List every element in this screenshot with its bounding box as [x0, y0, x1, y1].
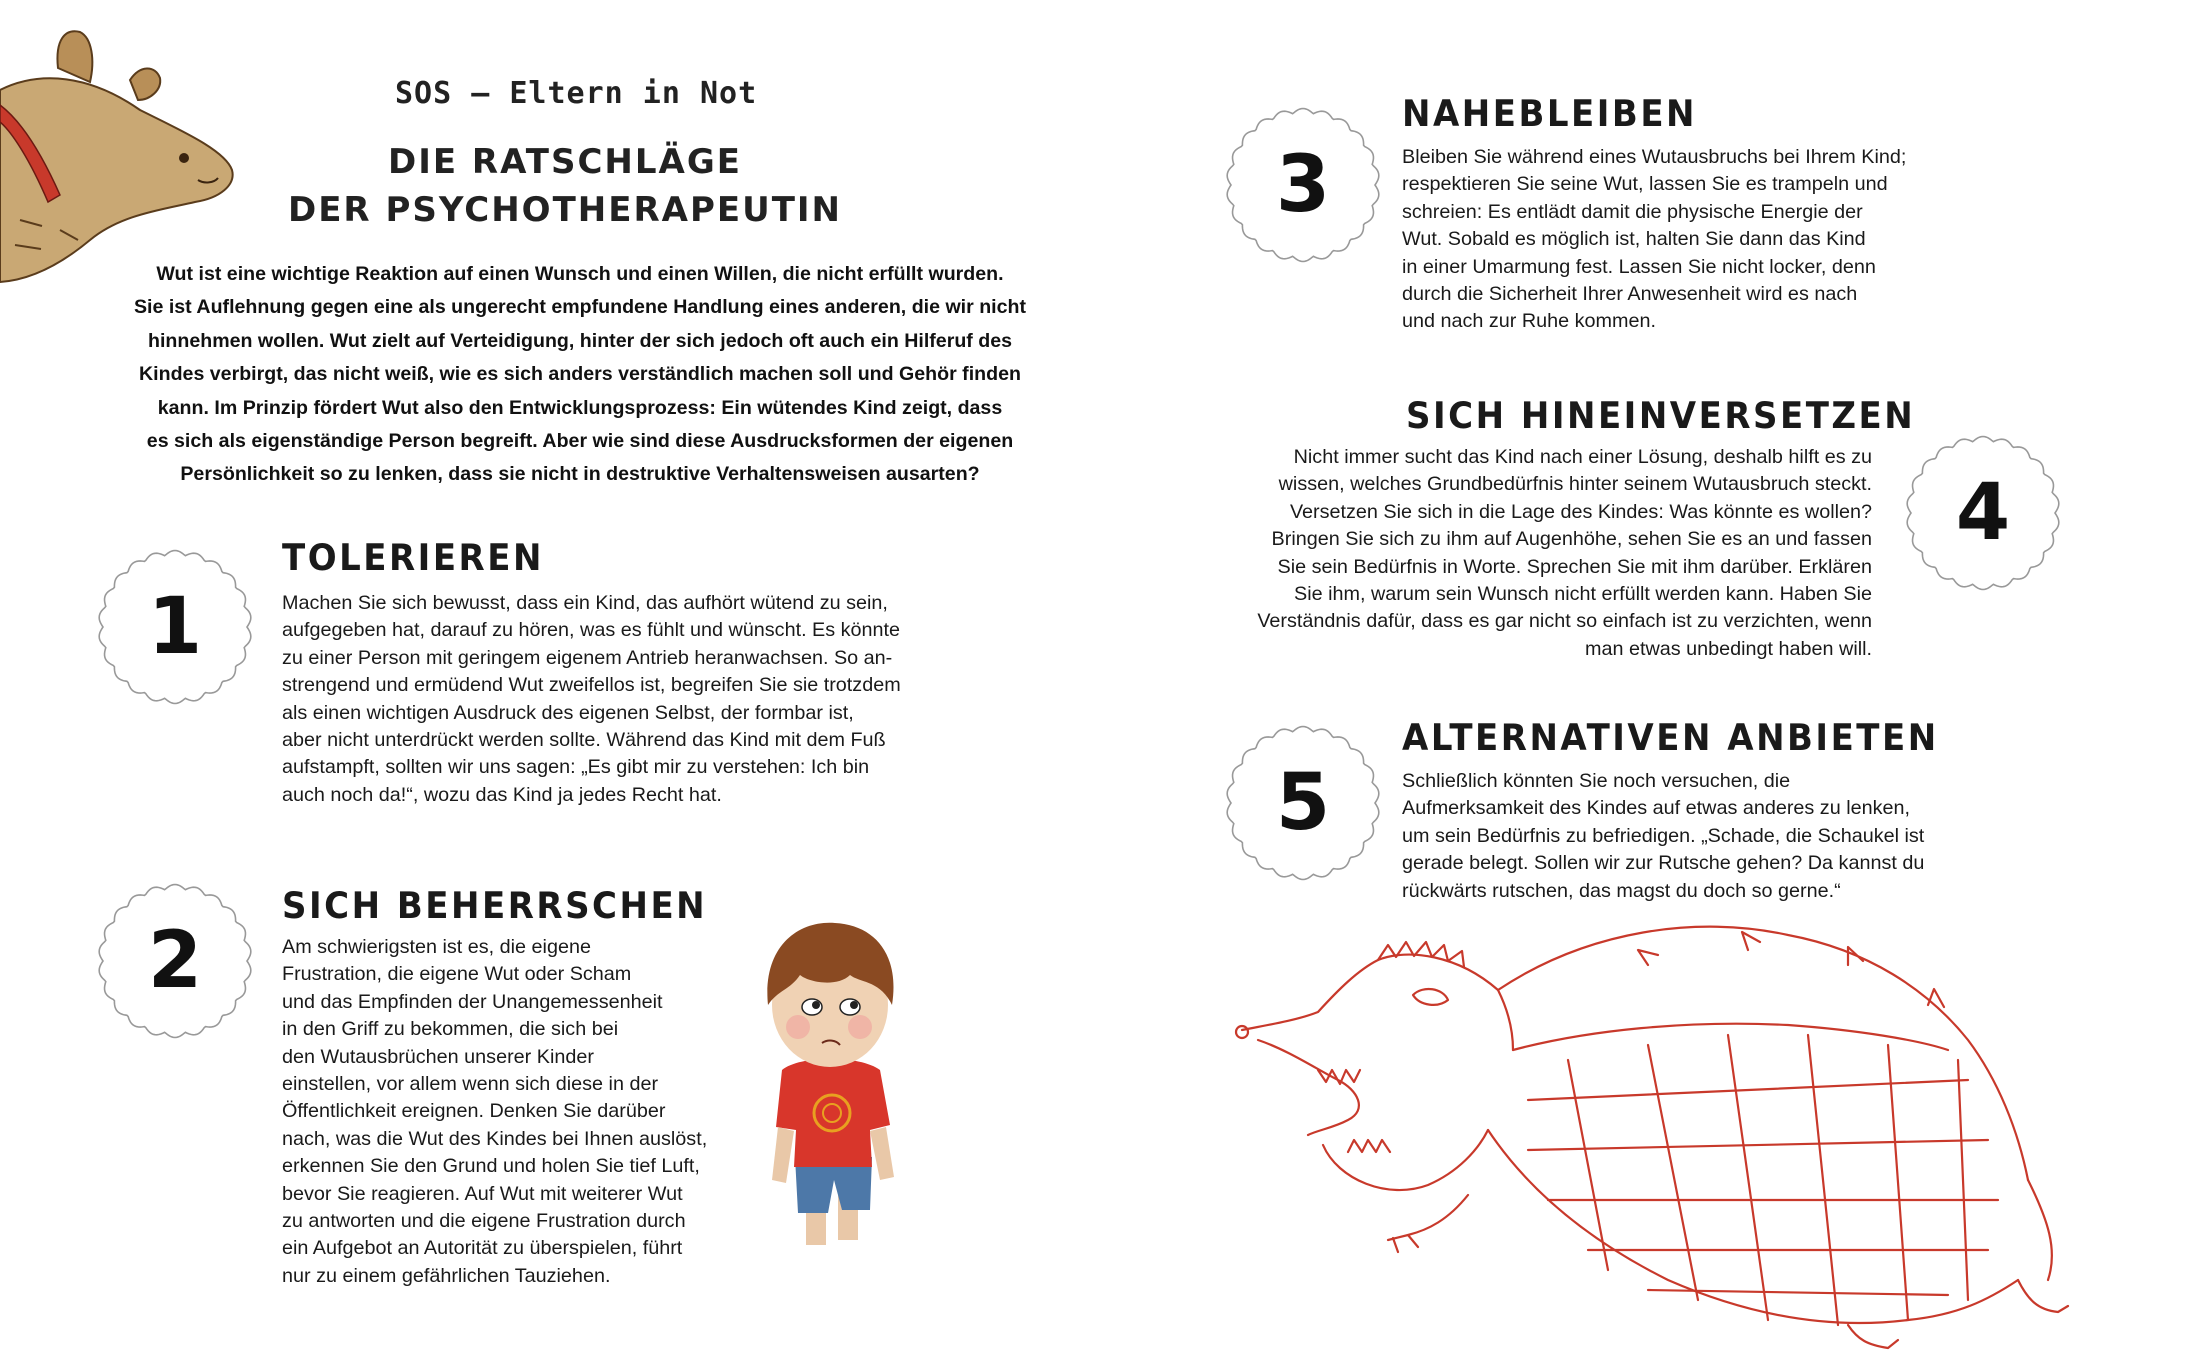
body-line: man etwas unbedingt haben will. — [1584, 637, 1872, 660]
body-line: zu einer Person mit geringem eigenem Antrieb heranwachsen. So an- — [282, 646, 893, 669]
badge-number: 3 — [1275, 140, 1331, 230]
section-body-tolerieren — [282, 590, 901, 809]
section-body-nahebleiben — [1402, 144, 1906, 336]
body-line: gerade belegt. Sollen wir zur Rutsche gehen? Da kannst du — [1402, 852, 1925, 875]
body-line: um sein Bedürfnis zu befriedigen. „Schade, die Schaukel ist — [1402, 824, 1925, 847]
body-line: Am schwierigsten ist es, die eigene — [282, 936, 591, 958]
number-badge-1 — [90, 542, 260, 712]
number-badge-5 — [1218, 718, 1388, 888]
body-line: Sie sein Bedürfnis in Worte. Sprechen Sie mit ihm darüber. Erklären — [1277, 555, 1872, 578]
badge-number: 1 — [147, 582, 203, 672]
body-line: in den Griff zu bekommen, die sich bei — [282, 1018, 619, 1041]
section-heading-tolerieren: TOLERIEREN — [282, 536, 544, 580]
section-heading-alternativen-anbieten: ALTERNATIVEN ANBIETEN — [1402, 716, 1939, 760]
body-line: durch die Sicherheit Ihrer Anwesenheit wird es nach — [1402, 283, 1858, 306]
number-badge-3 — [1218, 100, 1388, 270]
badge-number: 4 — [1955, 468, 2011, 558]
section-body-sich-hineinversetzen — [1257, 444, 1872, 663]
body-line: Versetzen Sie sich in die Lage des Kindes: Was könnte es wollen? — [1289, 500, 1872, 523]
dog-illustration — [0, 20, 240, 290]
body-line: respektieren Sie seine Wut, lassen Sie es trampeln und — [1402, 173, 1888, 196]
intro-line: hinnehmen wollen. Wut zielt auf Verteidigung, hinter der sich jedoch oft auch ein Hilferuf des — [147, 329, 1013, 352]
body-line: bevor Sie reagieren. Auf Wut mit weiterer Wut — [282, 1182, 683, 1205]
number-badge-2 — [90, 876, 260, 1046]
page-title-line-2: DER PSYCHOTHERAPEUTIN — [287, 190, 842, 230]
body-line: Frustration, die eigene Wut oder Scham — [282, 963, 632, 986]
intro-line: Kindes verbirgt, das nicht weiß, wie es sich anders verständlich machen soll und Gehör finden — [139, 363, 1021, 386]
body-line: in einer Umarmung fest. Lassen Sie nicht locker, denn — [1402, 255, 1876, 278]
body-line: aufstampft, sollten wir uns sagen: „Es gibt mir zu verstehen: Ich bin — [282, 756, 870, 779]
body-line: strengend und ermüdend Wut zweifellos ist, begreifen Sie sie trotzdem — [282, 674, 901, 697]
body-line: ein Aufgebot an Autorität zu überspielen, führt — [282, 1237, 683, 1260]
section-heading-sich-beherrschen: SICH BEHERRSCHEN — [282, 884, 708, 928]
body-line: Machen Sie sich bewusst, dass ein Kind, das aufhört wütend zu sein, — [282, 592, 888, 614]
body-line: wissen, welches Grundbedürfnis hinter seinem Wutausbruch steckt. — [1278, 473, 1872, 496]
badge-number: 2 — [147, 916, 203, 1006]
body-line: Sie ihm, warum sein Wunsch nicht erfüllt werden kann. Haben Sie — [1294, 583, 1872, 606]
section-body-sich-beherrschen — [282, 934, 707, 1290]
body-line: einstellen, vor allem wenn sich diese in der — [282, 1073, 659, 1096]
body-line: Wut. Sobald es möglich ist, halten Sie dann das Kind — [1402, 228, 1866, 251]
intro-line: Sie ist Auflehnung gegen eine als ungerecht empfundene Handlung eines anderen, die wir nicht — [133, 296, 1026, 319]
body-line: Öffentlichkeit ereignen. Denken Sie darüber — [282, 1100, 666, 1123]
boy-illustration — [710, 895, 950, 1265]
intro-line: es sich als eigenständige Person begreift. Aber wie sind diese Ausdrucksformen der eigenen — [146, 430, 1014, 453]
body-line: nur zu einem gefährlichen Tauziehen. — [282, 1264, 611, 1287]
body-line: schreien: Es entlädt damit die physische Energie der — [1402, 200, 1863, 223]
intro-line: Wut ist eine wichtige Reaktion auf einen Wunsch und einen Willen, die nicht erfüllt wurden. — [156, 263, 1004, 285]
page-title-line-1: DIE RATSCHLÄGE — [388, 142, 742, 182]
body-line: aufgegeben hat, darauf zu hören, was es fühlt und wünscht. Es könnte — [282, 619, 901, 642]
body-line: rückwärts rutschen, das magst du doch so gerne.“ — [1402, 879, 1841, 902]
body-line: Nicht immer sucht das Kind nach einer Lösung, deshalb hilft es zu — [1293, 446, 1872, 468]
body-line: Aufmerksamkeit des Kindes auf etwas anderes zu lenken, — [1402, 797, 1910, 820]
kicker-text: SOS – Eltern in Not — [395, 76, 758, 111]
body-line: und das Empfinden der Unangemessenheit — [282, 990, 663, 1013]
body-line: zu antworten und die eigene Frustration durch — [282, 1210, 686, 1233]
section-body-alternativen-anbieten — [1402, 768, 1924, 905]
body-line: nach, was die Wut des Kindes bei Ihnen auslöst, — [282, 1127, 708, 1150]
section-heading-nahebleiben: NAHEBLEIBEN — [1402, 92, 1698, 136]
dragon-drawing — [1228, 920, 2078, 1350]
body-line: Schließlich könnten Sie noch versuchen, die — [1402, 770, 1791, 792]
intro-line: Persönlichkeit so zu lenken, dass sie nicht in destruktive Verhaltensweisen ausarten? — [180, 463, 980, 486]
body-line: Bringen Sie sich zu ihm auf Augenhöhe, sehen Sie es an und fassen — [1271, 528, 1872, 551]
intro-paragraph — [130, 258, 1030, 492]
body-line: erkennen Sie den Grund und holen Sie tief Luft, — [282, 1155, 700, 1178]
body-line: Bleiben Sie während eines Wutausbruchs bei Ihrem Kind; — [1402, 146, 1907, 168]
section-heading-sich-hineinversetzen: SICH HINEINVERSETZEN — [1406, 394, 1916, 438]
number-badge-4 — [1898, 428, 2068, 598]
intro-line: kann. Im Prinzip fördert Wut also den Entwicklungsprozess: Ein wütendes Kind zeigt, dass — [157, 396, 1003, 419]
body-line: auch noch da!“, wozu das Kind ja jedes Recht hat. — [282, 783, 722, 806]
body-line: Verständnis dafür, dass es gar nicht so einfach ist zu verzichten, wenn — [1257, 610, 1872, 633]
badge-number: 5 — [1275, 758, 1331, 848]
body-line: aber nicht unterdrückt werden sollte. Während das Kind mit dem Fuß — [282, 729, 886, 752]
body-line: als einen wichtigen Ausdruck des eigenen Selbst, der formbar ist, — [282, 701, 854, 724]
body-line: den Wutausbrüchen unserer Kinder — [282, 1045, 594, 1068]
body-line: und nach zur Ruhe kommen. — [1402, 310, 1656, 333]
